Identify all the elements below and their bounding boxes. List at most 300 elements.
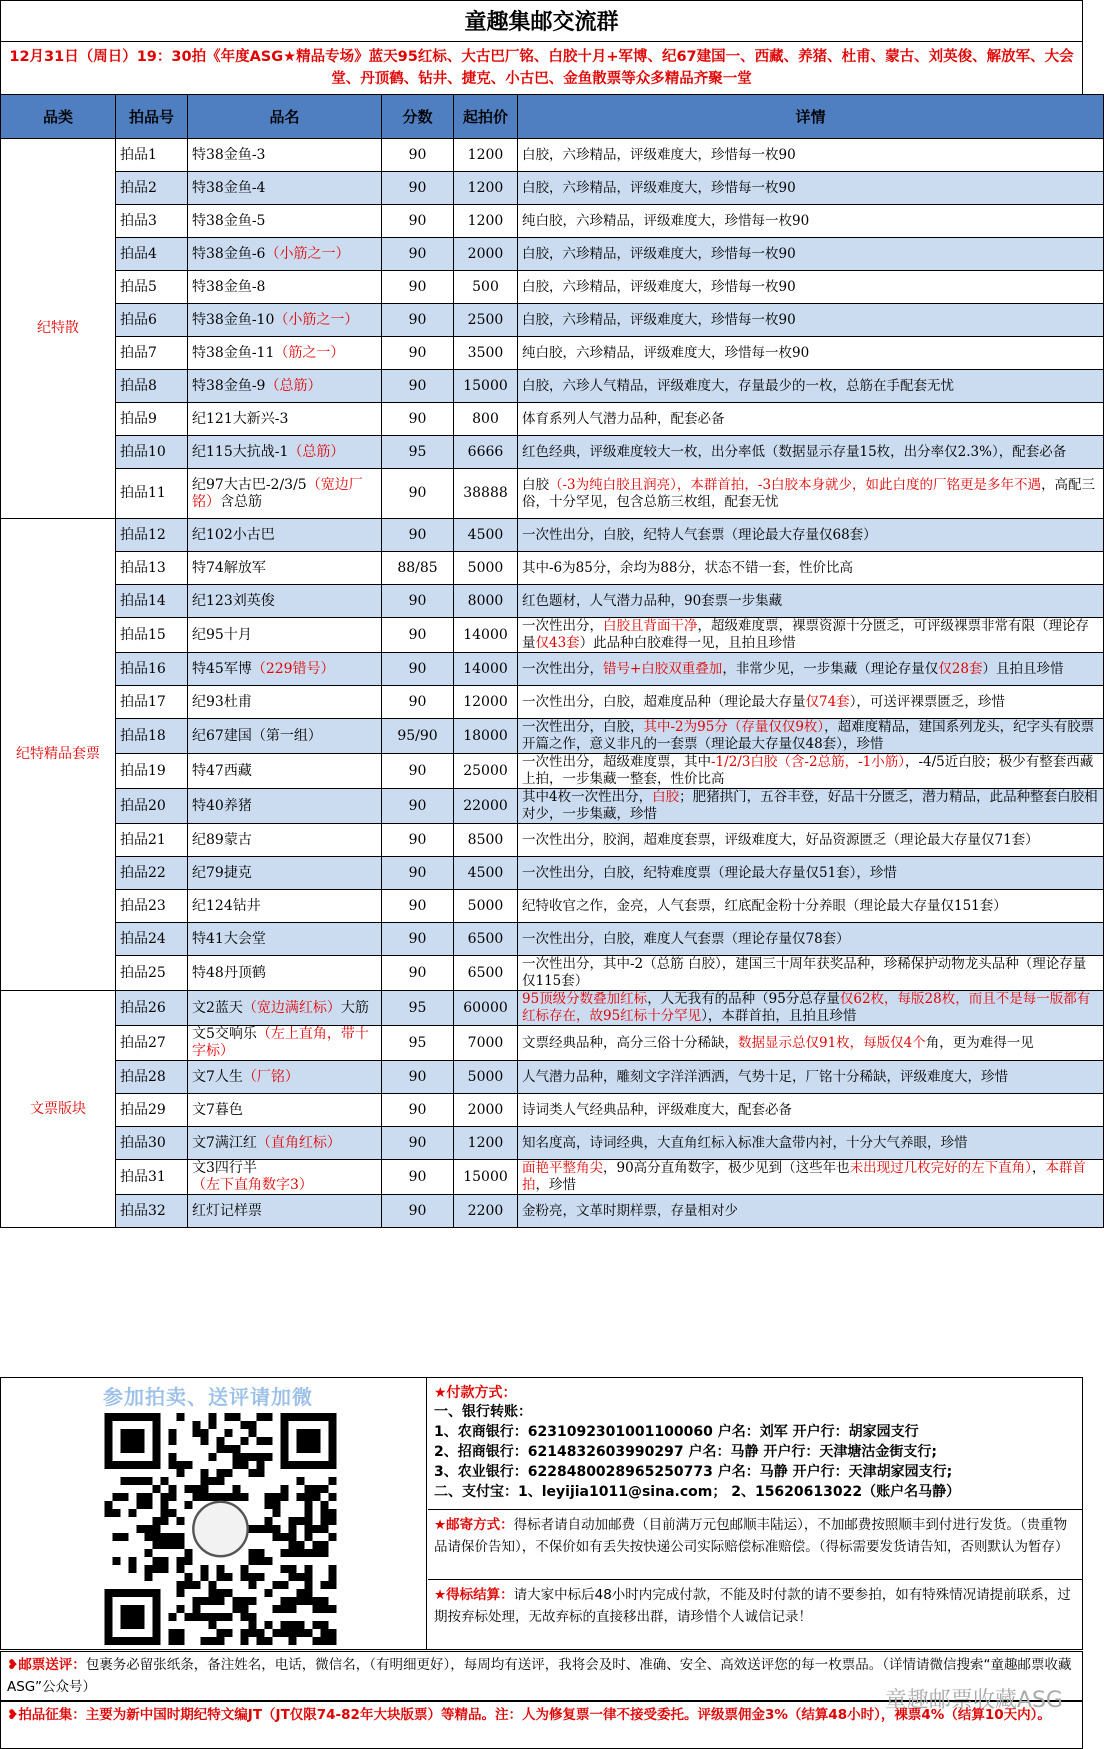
lot-number: 拍品2: [116, 172, 188, 205]
text-run: 纪97大古巴-2/3/5: [192, 476, 307, 493]
lot-score: 95/90: [382, 719, 454, 754]
table-row: [1, 519, 1104, 552]
text-run: 特38金鱼-4: [192, 179, 266, 196]
table-row: [1, 1026, 1104, 1061]
lot-price: 8000: [454, 585, 518, 618]
lot-name: [188, 686, 382, 719]
lot-number: 拍品1: [116, 139, 188, 172]
lot-name: [188, 1127, 382, 1160]
highlight-text: （小筋之一）: [265, 245, 350, 262]
lot-number: 拍品19: [116, 754, 188, 789]
text-run: 纪102小古巴: [192, 526, 275, 543]
lot-price: 500: [454, 271, 518, 304]
lot-price: 4500: [454, 519, 518, 552]
lot-price: 800: [454, 403, 518, 436]
lot-number: 拍品20: [116, 789, 188, 824]
lot-price: 6666: [454, 436, 518, 469]
highlight-text: 白胶: [652, 789, 680, 805]
text-run: 文3四行半: [192, 1160, 257, 1176]
text-run: 纯白胶，六珍精品，评级难度大，珍惜每一枚90: [522, 212, 810, 229]
text-run: 特41大会堂: [192, 930, 266, 947]
lot-name: [188, 857, 382, 890]
highlight-text: （宽边满红标）: [242, 999, 341, 1016]
lot-number: 拍品3: [116, 205, 188, 238]
send-review-text: 包裹务必留张纸条，备注姓名，电话，微信名，（有明细更好），每周均有送评，我将会及时、准确、安全、高效送评您的每一枚票品。（详情请微信搜索“童趣邮票收藏ASG”公众号）: [7, 1657, 1072, 1695]
text-run: 白胶，六珍人气精品，评级难度大，存量最少的一枚，总筋在手配套无忧: [522, 377, 954, 394]
text-run: ，-4/5近白胶；极少有整套西藏上拍，一步集藏一整套，性价比高: [522, 754, 1094, 787]
lot-score: 90: [382, 469, 454, 519]
collection-text: 拍品征集：主要为新中国时期纪特文编JT（JT仅限74-82年大块版票）等精品。注：人为修复票一律不接受委托。评级票佣金3%（结算48小时），裸票4%（结算10天内）。: [18, 1707, 1051, 1723]
text-run: 特38金鱼-5: [192, 212, 266, 229]
text-run: 一次性出分，白胶，: [522, 719, 644, 735]
text-run: 特74解放军: [192, 559, 266, 576]
lot-number: 拍品27: [116, 1026, 188, 1061]
lot-name: [188, 754, 382, 789]
lot-name: [188, 1094, 382, 1127]
lot-name: [188, 618, 382, 653]
lot-number: 拍品23: [116, 890, 188, 923]
text-run: 一次性出分，白胶，难度人气套票（理论存量仅78套）: [522, 930, 850, 947]
lot-detail: [518, 1061, 1104, 1094]
text-run: 红色题材，人气潜力品种，90套票一步集藏: [522, 592, 783, 609]
text-run: ）此品种白胶难得一见，且拍且珍惜: [579, 635, 796, 651]
auction-announcement: 12月31日（周日）19：30拍《年度ASG★精品专场》蓝天95红标、大古巴厂铭、白胶十月+军博、纪67建国一、西藏、养猪、杜甫、蒙古、刘英俊、解放军、大会堂、丹顶鹤、钻井、捷克、小古巴、金鱼散票等众多精品齐聚一堂: [0, 42, 1083, 94]
table-row: [1, 238, 1104, 271]
lot-price: 2500: [454, 304, 518, 337]
highlight-text: -1/2/3白胶（含-2总筋，-1小筋）: [711, 754, 905, 770]
lot-score: 90: [382, 370, 454, 403]
lot-number: 拍品24: [116, 923, 188, 956]
text-run: 诗词类人气经典品种，评级难度大，配套必备: [522, 1101, 792, 1118]
highlight-text: 其中-2为95分（存量仅仅9枚）: [643, 719, 825, 735]
lot-detail: [518, 403, 1104, 436]
lot-score: 90: [382, 238, 454, 271]
table-row: [1, 271, 1104, 304]
info-panel: [0, 1377, 1083, 1650]
text-run: 角，更为难得一见: [925, 1034, 1034, 1051]
text-run: 文7满江红: [192, 1134, 257, 1151]
lot-name: [188, 789, 382, 824]
text-run: 文2蓝天: [192, 999, 243, 1016]
text-run: 纪124钻井: [192, 897, 261, 914]
text-run: 一次性出分，白胶，纪特难度票（理论最大存量仅51套），珍惜: [522, 864, 897, 881]
lot-score: 90: [382, 1195, 454, 1228]
text-run: ）且拍且珍惜: [982, 660, 1064, 677]
lot-price: 4500: [454, 857, 518, 890]
lot-detail: [518, 552, 1104, 585]
lot-detail: [518, 370, 1104, 403]
qr-section: [1, 1378, 427, 1649]
text-run: 白胶，六珍精品，评级难度大，珍惜每一枚90: [522, 278, 796, 295]
lot-score: 95: [382, 1026, 454, 1061]
lot-score: 90: [382, 337, 454, 370]
text-run: 一次性出分，白胶，纪特人气套票（理论最大存量仅68套）: [522, 526, 877, 543]
text-run: 特38金鱼-10: [192, 311, 275, 328]
table-row: [1, 1195, 1104, 1228]
lot-number: 拍品31: [116, 1160, 188, 1195]
text-run: 特38金鱼-6: [192, 245, 266, 262]
text-run: 纪特收官之作，金亮，人气套票，红底配金粉十分养眼（理论最大存量仅151套）: [522, 897, 1007, 914]
text-run: 一次性出分，: [522, 660, 603, 677]
table-row: [1, 1127, 1104, 1160]
highlight-text: 数据显示总仅91枚，每版仅4个: [738, 1034, 926, 1051]
text-run: 纪115大抗战-1: [192, 443, 289, 460]
lot-number: 拍品26: [116, 991, 188, 1026]
table-row: [1, 370, 1104, 403]
mailing-header: ★邮寄方式：: [434, 1517, 514, 1533]
lot-detail: [518, 754, 1104, 789]
text-run: 特47西藏: [192, 762, 252, 779]
lot-price: 6500: [454, 956, 518, 991]
table-row: [1, 923, 1104, 956]
lot-score: 90: [382, 1160, 454, 1195]
lot-detail: [518, 469, 1104, 519]
lot-number: 拍品28: [116, 1061, 188, 1094]
lot-name: [188, 1026, 382, 1061]
lot-score: 90: [382, 1061, 454, 1094]
table-row: [1, 991, 1104, 1026]
lot-score: 90: [382, 1094, 454, 1127]
lot-name: [188, 585, 382, 618]
lot-price: 14000: [454, 618, 518, 653]
text-run: 文票经典品种，高分三俗十分稀缺，: [522, 1034, 738, 1051]
lot-price: 15000: [454, 370, 518, 403]
text-run: ，珍惜: [535, 1177, 576, 1193]
text-run: ，高配三俗，十分罕见，包含总筋三枚组，配套无忧: [522, 476, 1096, 510]
lot-number: 拍品14: [116, 585, 188, 618]
highlight-text: （厂铭）: [242, 1068, 299, 1085]
text-run: 纪79捷克: [192, 864, 252, 881]
text-run: 其中4枚一次性出分，: [522, 789, 653, 805]
lot-detail: [518, 1195, 1104, 1228]
lot-detail: [518, 271, 1104, 304]
lot-detail: [518, 956, 1104, 991]
settlement-header: ★得标结算：: [434, 1587, 514, 1603]
highlight-text: 仅74套: [805, 693, 850, 710]
table-row: [1, 789, 1104, 824]
lot-detail: [518, 923, 1104, 956]
text-run: 特48丹顶鹤: [192, 964, 266, 981]
text-run: 特40养猪: [192, 797, 252, 814]
lot-number: 拍品18: [116, 719, 188, 754]
table-row: [1, 304, 1104, 337]
table-row: [1, 686, 1104, 719]
lot-detail: [518, 436, 1104, 469]
text-run: 纪121大新兴-3: [192, 410, 289, 427]
lot-score: 90: [382, 824, 454, 857]
table-row: [1, 1094, 1104, 1127]
table-row: [1, 719, 1104, 754]
lot-score: 90: [382, 585, 454, 618]
mailing-text: 得标者请自动加邮费（目前满万元包邮顺丰陆运），不加邮费按照顺丰到付进行发货。（贵重物品请保价告知），不保价如有丢失按快递公司实际赔偿标准赔偿。（得标需要发货请告知，否则默认为暂存）: [434, 1517, 1069, 1555]
lot-number: 拍品21: [116, 824, 188, 857]
text-run: 人气潜力品种，雕刻文字洋洋洒洒，气势十足，厂铭十分稀缺，评级难度大，珍惜: [522, 1068, 1008, 1085]
text-run: 一次性出分，白胶，超难度品种（理论最大存量: [522, 693, 806, 710]
lot-score: 90: [382, 519, 454, 552]
lot-price: 25000: [454, 754, 518, 789]
table-row: [1, 552, 1104, 585]
lot-name: [188, 238, 382, 271]
lot-score: 90: [382, 956, 454, 991]
highlight-text: （左上直角，带十字标）: [192, 1026, 369, 1059]
text-run: 白胶，六珍精品，评级难度大，珍惜每一枚90: [522, 146, 796, 163]
text-run: 特38金鱼-8: [192, 278, 266, 295]
text-run: ；肥猪拱门，五谷丰登，好品十分匮乏，潜力精品，此品种整套白胶相对少，一步集藏，珍惜: [522, 789, 1098, 822]
lot-name: [188, 956, 382, 991]
text-run: 纪123刘英俊: [192, 592, 275, 609]
lot-name: [188, 653, 382, 686]
highlight-text: 未出现过几枚完好的左下直角）: [849, 1160, 1032, 1176]
lot-score: 90: [382, 304, 454, 337]
highlight-text: 白胶且背面干净: [603, 618, 698, 634]
settlement-text: 请大家中标后48小时内完成付款，不能及时付款的请不要参拍，如有特殊情况请提前联系，过期按弃标处理，无故弃标的直接移出群，请珍惜个人诚信记录！: [434, 1587, 1071, 1625]
text-run: 特38金鱼-3: [192, 146, 266, 163]
lot-name: [188, 172, 382, 205]
text-run: 体育系列人气潜力品种，配套必备: [522, 410, 725, 427]
lot-price: 8500: [454, 824, 518, 857]
header-detail: 详情: [518, 95, 1104, 139]
lot-score: 90: [382, 686, 454, 719]
lot-detail: [518, 1127, 1104, 1160]
lot-number: 拍品30: [116, 1127, 188, 1160]
table-row: [1, 205, 1104, 238]
lot-detail: [518, 1094, 1104, 1127]
lot-name: [188, 139, 382, 172]
lot-detail: [518, 719, 1104, 754]
text-run: ，: [1031, 1160, 1046, 1176]
lot-price: 7000: [454, 1026, 518, 1061]
lot-detail: [518, 519, 1104, 552]
lot-score: 90: [382, 857, 454, 890]
text-run: ），本群首拍，且拍且珍惜: [701, 1008, 857, 1024]
text-run: 金粉亮，文革时期样票，存量相对少: [522, 1202, 738, 1219]
highlight-text: 本群首拍: [522, 1160, 1086, 1193]
settlement-section: [428, 1580, 1082, 1649]
text-run: 纪95十月: [192, 626, 252, 643]
lot-price: 12000: [454, 686, 518, 719]
lot-name: [188, 923, 382, 956]
table-row: [1, 436, 1104, 469]
payment-methods: [428, 1378, 1082, 1510]
lot-score: 90: [382, 1127, 454, 1160]
lot-detail: [518, 857, 1104, 890]
lot-score: 95: [382, 991, 454, 1026]
page-title: 童趣集邮交流群: [0, 0, 1083, 42]
lot-price: 5000: [454, 552, 518, 585]
lot-price: 2000: [454, 1094, 518, 1127]
lot-number: 拍品7: [116, 337, 188, 370]
lot-detail: [518, 991, 1104, 1026]
text-run: 一次性出分，超级难度票，其中: [522, 754, 711, 770]
text-run: 白胶，六珍精品，评级难度大，珍惜每一枚90: [522, 311, 796, 328]
text-run: 一次性出分，胶润，超难度套票，评级难度大，好品资源匮乏（理论最大存量仅71套）: [522, 831, 1039, 848]
category-cell: 纪特精品套票: [1, 519, 116, 991]
lot-name: [188, 469, 382, 519]
header-price: 起拍价: [454, 95, 518, 139]
lot-name: [188, 890, 382, 923]
lot-detail: [518, 337, 1104, 370]
highlight-text: （-3为纯白胶且润亮），本群首拍，-3白胶本身就少，如此白度的厂铭更是多年不遇: [549, 476, 1042, 493]
lot-score: 90: [382, 403, 454, 436]
highlight-text: 仅62枚，每版28枚，而且不是每一版都有红标存在，故95红标十分罕见: [522, 991, 1091, 1024]
lot-price: 1200: [454, 205, 518, 238]
lot-name: [188, 304, 382, 337]
lot-number: 拍品15: [116, 618, 188, 653]
lot-price: 5000: [454, 890, 518, 923]
lot-score: 88/85: [382, 552, 454, 585]
lot-number: 拍品9: [116, 403, 188, 436]
text-run: 文7人生: [192, 1068, 243, 1085]
table-row: [1, 585, 1104, 618]
lot-name: [188, 205, 382, 238]
text-run: 纯白胶，六珍精品，评级难度大，珍惜每一枚90: [522, 344, 810, 361]
text-run: ，超级难度票，裸票资源十分匮乏，可评级裸票非常有限（理论存量: [522, 618, 1089, 651]
highlight-text: （直角红标）: [256, 1134, 341, 1151]
text-run: 文7暮色: [192, 1101, 243, 1118]
table-row: [1, 337, 1104, 370]
lot-name: [188, 370, 382, 403]
text-run: 知名度高，诗词经典，大直角红标入标准大盒带内衬，十分大气养眼，珍惜: [522, 1134, 968, 1151]
highlight-text: 仅43套: [535, 635, 580, 651]
highlight-text: （左下直角数字3）: [192, 1177, 313, 1193]
table-row: [1, 172, 1104, 205]
table-row: [1, 469, 1104, 519]
lot-number: 拍品16: [116, 653, 188, 686]
text-run: ，人无我有的品种（95分总存量: [647, 991, 840, 1007]
payment-line: 3、农业银行：6228480028965250773 户名：马静 开户行：天津胡家园支行;: [434, 1464, 953, 1480]
lot-name: [188, 824, 382, 857]
payment-header: ★付款方式：: [434, 1385, 517, 1401]
lot-detail: [518, 238, 1104, 271]
highlight-text: 错号+白胶双重叠加: [603, 660, 723, 677]
lot-price: 2000: [454, 238, 518, 271]
qr-code-icon: [103, 1413, 338, 1645]
lot-score: 90: [382, 890, 454, 923]
lot-number: 拍品4: [116, 238, 188, 271]
text-run: ，90高分直角数字，极少见到（这些年也: [603, 1160, 850, 1176]
lot-price: 3500: [454, 337, 518, 370]
header-category: 品类: [1, 95, 116, 139]
lots-table: [0, 94, 1104, 1228]
highlight-text: 仅28套: [938, 660, 983, 677]
lot-score: 95: [382, 436, 454, 469]
lot-price: 60000: [454, 991, 518, 1026]
header-lot-no: 拍品号: [116, 95, 188, 139]
highlight-text: （宽边厂铭）: [192, 476, 363, 510]
lot-detail: [518, 172, 1104, 205]
lot-detail: [518, 205, 1104, 238]
table-row: [1, 824, 1104, 857]
text-run: 特38金鱼-11: [192, 344, 275, 361]
table-row: [1, 754, 1104, 789]
lot-number: 拍品32: [116, 1195, 188, 1228]
lot-score: 90: [382, 653, 454, 686]
lot-score: 90: [382, 754, 454, 789]
lot-price: 14000: [454, 653, 518, 686]
table-row: [1, 139, 1104, 172]
payment-line: 2、招商银行：6214832603990297 户名：马静 开户行：天津塘沽金街支行;: [434, 1444, 937, 1460]
category-cell: 纪特散: [1, 139, 116, 519]
lot-score: 90: [382, 172, 454, 205]
highlight-text: （229错号）: [251, 660, 335, 677]
table-row: [1, 618, 1104, 653]
text-run: 红灯记样票: [192, 1202, 262, 1219]
lot-detail: [518, 890, 1104, 923]
text-run: 纪93杜甫: [192, 693, 252, 710]
text-run: ，超难度精品，建国系列龙头，纪字头有胶票开篇之作，意义非凡的一套票（理论最大存量仅48套），珍惜: [522, 719, 1095, 752]
lot-detail: [518, 824, 1104, 857]
lot-price: 1200: [454, 139, 518, 172]
text-run: 含总筋: [220, 493, 262, 510]
lot-number: 拍品29: [116, 1094, 188, 1127]
lot-name: [188, 271, 382, 304]
lot-detail: [518, 653, 1104, 686]
header-score: 分数: [382, 95, 454, 139]
lot-price: 1200: [454, 172, 518, 205]
send-review-header: 邮票送评：: [18, 1657, 86, 1673]
send-review-note: ❥邮票送评：包裹务必留张纸条，备注姓名，电话，微信名，（有明细更好），每周均有送评，我将会及时、准确、安全、高效送评您的每一枚票品。（详情请微信搜索“童趣邮票收藏ASG”公众号）: [0, 1651, 1083, 1701]
table-header-row: [1, 95, 1104, 139]
lot-score: 90: [382, 923, 454, 956]
table-row: [1, 653, 1104, 686]
payment-section: [428, 1378, 1082, 1649]
lot-detail: [518, 139, 1104, 172]
lot-name: [188, 991, 382, 1026]
text-run: 特45军博: [192, 660, 252, 677]
text-run: 纪89蒙古: [192, 831, 252, 848]
lot-number: 拍品17: [116, 686, 188, 719]
lot-number: 拍品13: [116, 552, 188, 585]
text-run: 文5交响乐: [192, 1026, 257, 1042]
lot-price: 6500: [454, 923, 518, 956]
payment-line: 1、农商银行：6231092301001100060 户名：刘军 开户行：胡家园支行: [434, 1424, 919, 1440]
collection-note: ❥拍品征集：主要为新中国时期纪特文编JT（JT仅限74-82年大块版票）等精品。注：人为修复票一律不接受委托。评级票佣金3%（结算48小时），裸票4%（结算10天内）。: [0, 1701, 1083, 1749]
text-run: 白胶，六珍精品，评级难度大，珍惜每一枚90: [522, 245, 796, 262]
lot-detail: [518, 1026, 1104, 1061]
lot-detail: [518, 304, 1104, 337]
lot-score: 90: [382, 271, 454, 304]
category-cell: 文票版块: [1, 991, 116, 1228]
highlight-text: （总筋）: [288, 443, 345, 460]
table-row: [1, 1061, 1104, 1094]
text-run: 红色经典，评级难度较大一枚，出分率低（数据显示存量15枚，出分率仅2.3%），配套必备: [522, 443, 1067, 460]
lot-number: 拍品11: [116, 469, 188, 519]
highlight-text: 面艳平整角尖: [522, 1160, 603, 1176]
lot-score: 90: [382, 139, 454, 172]
highlight-text: （总筋）: [265, 377, 322, 394]
lot-detail: [518, 585, 1104, 618]
lot-name: [188, 436, 382, 469]
lot-number: 拍品10: [116, 436, 188, 469]
lot-number: 拍品8: [116, 370, 188, 403]
payment-line: 二、支付宝：1、leyijia1011@sina.com； 2、15620613022（账户名马静）: [434, 1484, 961, 1500]
lot-name: [188, 552, 382, 585]
table-row: [1, 1160, 1104, 1195]
table-row: [1, 890, 1104, 923]
lot-name: [188, 1061, 382, 1094]
lot-name: [188, 1195, 382, 1228]
lot-name: [188, 519, 382, 552]
text-run: 大筋: [340, 999, 369, 1016]
lot-name: [188, 337, 382, 370]
table-row: [1, 857, 1104, 890]
lot-name: [188, 403, 382, 436]
lot-detail: [518, 618, 1104, 653]
text-run: 其中-6为85分，余均为88分，状态不错一套，性价比高: [522, 559, 854, 576]
lot-price: 38888: [454, 469, 518, 519]
lot-name: [188, 719, 382, 754]
lot-price: 5000: [454, 1061, 518, 1094]
